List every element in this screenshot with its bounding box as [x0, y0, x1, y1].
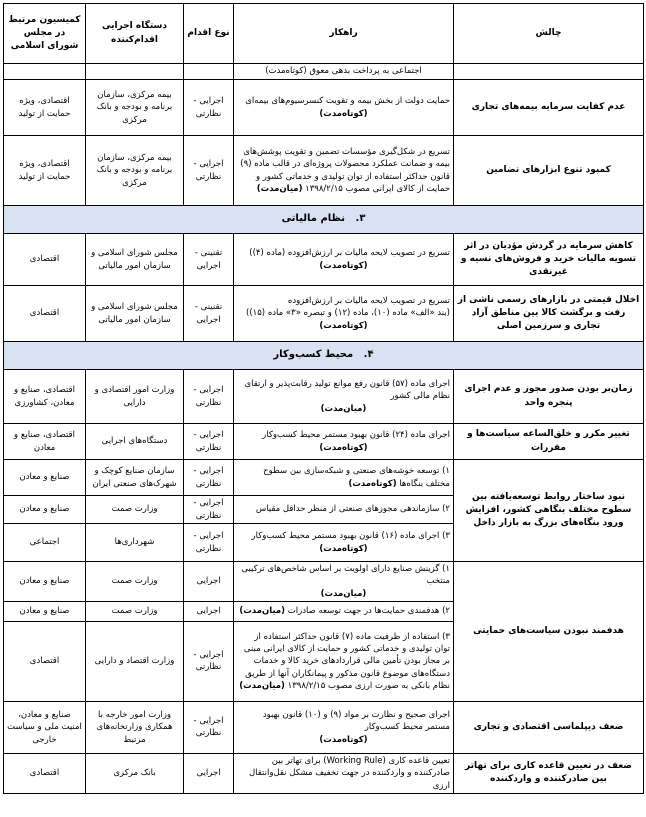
challenge-cell: ضعف در تعیین قاعده کاری برای تهاتر بین صادرکننده و واردکننده [454, 753, 644, 793]
committee-cell: اقتصادی، ویژه حمایت از تولید [4, 136, 86, 206]
committee-cell: صنایع و معادن [4, 562, 86, 602]
table-row [4, 753, 644, 793]
header-row [4, 4, 644, 64]
executor-cell: مجلس شورای اسلامی و سازمان امور مالیاتی [86, 234, 184, 286]
committee-cell: صنایع و معادن [4, 601, 86, 621]
solution-text: اجرای صحیح و نظارت بر مواد (۹) و (۱۰) قانون بهبود مستمر محیط کسب‌وکار [262, 709, 450, 733]
action-type-cell: اجرایی - نظارتی [184, 80, 234, 136]
solution-cell [234, 80, 454, 136]
header-executor: دستگاه اجرایی اقدام‌کننده [86, 4, 184, 64]
solution-text: اجرای ماده (۵۷) قانون رفع موانع تولید رقابت‌پذیر و ارتقای نظام مالی کشور [244, 379, 450, 402]
table-row [4, 460, 644, 496]
section-title [4, 342, 644, 370]
solution-cell [234, 234, 454, 286]
executor-cell: مجلس شورای اسلامی و سازمان امور مالیاتی [86, 286, 184, 342]
table-row [4, 286, 644, 342]
solution-cell [234, 424, 454, 460]
committee-cell: اقتصادی، صنایع و معادن [4, 424, 86, 460]
action-type-cell: اجرایی [184, 562, 234, 602]
solution-text: تسریع در تصویب لایحه مالیات بر ارزش‌افزوده (ماده (۴)) [249, 248, 450, 259]
committee-cell: صنایع و معادن [4, 460, 86, 496]
challenge-cell: عدم کفایت سرمایه بیمه‌های تجاری [454, 80, 644, 136]
action-type-cell: اجرایی [184, 601, 234, 621]
solution-text: ۳) استفاده از ظرفیت ماده (۷) قانون حداکثر استفاده از توان تولیدی و خدماتی کشور و حمایت از کالای ایرانی مبنی بر مجاز بودن تأمین مالی قراردادهای خرید کالا و خدمات دستگاه‌های موضوع قانون مذکور و پیمانکاران آنها از طریق نظام بانکی به صورت ارزی مصوب ۱۳۹۸/۲/۱۵ [243, 631, 450, 691]
solution-text: ۱) توسعه خوشه‌های صنعتی و شبکه‌سازی بین سطوح مختلف بنگاه‌ها [263, 466, 450, 489]
term-label: (کوتاه‌مدت) [319, 543, 368, 554]
solution-text: ۱) گزینش صنایع دارای اولویت بر اساس شاخص‌های ترکیبی منتخب [241, 564, 450, 587]
section-label: محیط کسب‌وکار [273, 349, 354, 361]
section-number: ۴. [363, 349, 374, 361]
term-label: (کوتاه‌مدت) [319, 442, 368, 453]
challenge-cell: زمان‌بر بودن صدور مجوز و عدم اجرای پنجره واحد [454, 370, 644, 424]
action-type-cell: اجرایی - نظارتی [184, 424, 234, 460]
section-header-row [4, 342, 644, 370]
solution-text: ۳) اجرای ماده (۱۶) قانون بهبود مستمر محیط کسب‌وکار [251, 531, 450, 542]
action-type-cell: اجرایی - نظارتی [184, 460, 234, 496]
executor-cell: وزارت صمت [86, 601, 184, 621]
term-label: (میان‌مدت) [256, 183, 303, 194]
solution-text: حمایت دولت از بخش بیمه و تقویت کنسرسیوم‌های بیمه‌ای [245, 96, 450, 107]
challenge-cell: اخلال قیمتی در بازارهای رسمی ناشی از رفت و برگشت کالا بین مناطق آزاد تجاری و سرزمین اصلی [454, 286, 644, 342]
solution-cell [234, 601, 454, 621]
table-row [4, 136, 644, 206]
solution-cell: ۲) سازماندهی مجوزهای صنعتی از منظر حداقل مقیاس [234, 496, 454, 524]
policy-table [3, 3, 644, 794]
action-type-cell: تقنینی - اجرایی [184, 234, 234, 286]
executor-cell: بانک مرکزی [86, 753, 184, 793]
action-type-cell: اجرایی - نظارتی [184, 621, 234, 701]
header-action-type: نوع اقدام [184, 4, 234, 64]
challenge-cell: نبود ساختار روابط توسعه‌یافته بین سطوح مختلف بنگاهی کشور، افزایش ورود بنگاه‌های بزرگ به بازار داخل [454, 460, 644, 562]
table-row [4, 80, 644, 136]
solution-cell: تعیین قاعده کاری (Working Rule) برای تهاتر بین صادرکننده و واردکننده در جهت تخفیف مشکل نقل‌وانتقال ارزی [234, 753, 454, 793]
term-label: (میان‌مدت) [320, 588, 367, 599]
executor-cell: وزارت اقتصاد و دارایی [86, 621, 184, 701]
solution-text: اجرای ماده (۲۴) قانون بهبود مستمر محیط کسب‌وکار [262, 430, 450, 441]
committee-cell: صنایع و معادن [4, 496, 86, 524]
solution-cell [234, 562, 454, 602]
action-type-cell: تقنینی - اجرایی [184, 286, 234, 342]
term-label: (کوتاه‌مدت) [319, 320, 368, 331]
action-type-cell: اجرایی - نظارتی [184, 496, 234, 524]
table-row [4, 64, 644, 80]
action-type-cell: اجرایی - نظارتی [184, 136, 234, 206]
committee-cell: اقتصادی [4, 621, 86, 701]
committee-cell: اقتصادی [4, 234, 86, 286]
committee-cell: اقتصادی، ویژه حمایت از تولید [4, 80, 86, 136]
table-row [4, 562, 644, 602]
table-row [4, 701, 644, 753]
solution-text: تسریع در تصویب لایحه مالیات بر ارزش‌افزوده [287, 296, 450, 307]
term-label: (کوتاه‌مدت) [348, 478, 397, 489]
action-type-cell: اجرایی - نظارتی [184, 524, 234, 562]
committee-cell: اقتصادی [4, 286, 86, 342]
executor-cell: وزارت امور اقتصادی و دارایی [86, 370, 184, 424]
solution-cell: اجتماعی به پرداخت بدهی معوق (کوتاه‌مدت) [234, 64, 454, 80]
term-label: (میان‌مدت) [320, 403, 367, 414]
challenge-cell: تغییر مکرر و خلق‌الساعه سیاست‌ها و مقررات [454, 424, 644, 460]
solution-cell [234, 524, 454, 562]
executor-cell: بیمه مرکزی، سازمان برنامه و بودجه و بانک مرکزی [86, 136, 184, 206]
table-row [4, 370, 644, 424]
solution-cell [234, 460, 454, 496]
committee-cell: اقتصادی، صنایع و معادن، کشاورزی [4, 370, 86, 424]
challenge-cell: کمبود تنوع ابزارهای تضامین [454, 136, 644, 206]
challenge-cell: ضعف دیپلماسی اقتصادی و تجاری [454, 701, 644, 753]
solution-cell [234, 701, 454, 753]
executor-cell: وزارت صمت [86, 562, 184, 602]
solution-cell [234, 370, 454, 424]
action-type-cell: اجرایی - نظارتی [184, 701, 234, 753]
section-title [4, 206, 644, 234]
action-type-cell: اجرایی - نظارتی [184, 370, 234, 424]
section-label: نظام مالیاتی [281, 213, 346, 225]
section-header-row [4, 206, 644, 234]
header-solution: راهکار [234, 4, 454, 64]
solution-text: تسریع در شکل‌گیری مؤسسات تضمین و تقویت پوشش‌های بیمه و ضمانت عملکرد محصولات پروژه‌ای در قالب ماده (۹) قانون حداکثر استفاده از توان تولیدی و خدماتی کشور و حمایت از کالای ایرانی مصوب ۱۳۹۸/۲/۱۵ [240, 146, 450, 194]
term-label: (کوتاه‌مدت) [319, 108, 368, 119]
executor-cell: وزارت صمت [86, 496, 184, 524]
executor-cell: شهرداری‌ها [86, 524, 184, 562]
committee-cell: اقتصادی [4, 753, 86, 793]
solution-cell [234, 136, 454, 206]
term-label: (کوتاه‌مدت) [319, 734, 368, 745]
table-row [4, 424, 644, 460]
term-label: (کوتاه‌مدت) [319, 260, 368, 271]
executor-cell: بیمه مرکزی، سازمان برنامه و بودجه و بانک مرکزی [86, 80, 184, 136]
header-committee: کمیسیون مرتبط در مجلس شورای اسلامی [4, 4, 86, 64]
section-number: ۳. [355, 213, 366, 225]
executor-cell: وزارت امور خارجه با همکاری وزارتخانه‌های مرتبط [86, 701, 184, 753]
executor-cell: سازمان صنایع کوچک و شهرک‌های صنعتی ایران [86, 460, 184, 496]
committee-cell: اجتماعی [4, 524, 86, 562]
action-type-cell: اجرایی [184, 753, 234, 793]
solution-cell [234, 621, 454, 701]
solution-detail: (بند «الف» ماده (۱۰)، ماده (۱۲) و تبصره «۳» ماده (۱۵)) [246, 308, 450, 319]
term-label: (میان‌مدت) [239, 606, 286, 617]
challenge-cell: کاهش سرمایه در گردش مؤدیان در اثر تسویه مالیات خرید و فروش‌های نسیه و غیرنقدی [454, 234, 644, 286]
table-row [4, 234, 644, 286]
committee-cell: صنایع و معادن، امنیت ملی و سیاست خارجی [4, 701, 86, 753]
solution-text: ۲) هدفمندی حمایت‌ها در جهت توسعه صادرات [287, 606, 450, 617]
challenge-cell: هدفمند نبودن سیاست‌های حمایتی [454, 562, 644, 702]
executor-cell: دستگاه‌های اجرایی [86, 424, 184, 460]
header-challenge: چالش [454, 4, 644, 64]
term-label: (میان‌مدت) [239, 680, 285, 691]
solution-cell [234, 286, 454, 342]
